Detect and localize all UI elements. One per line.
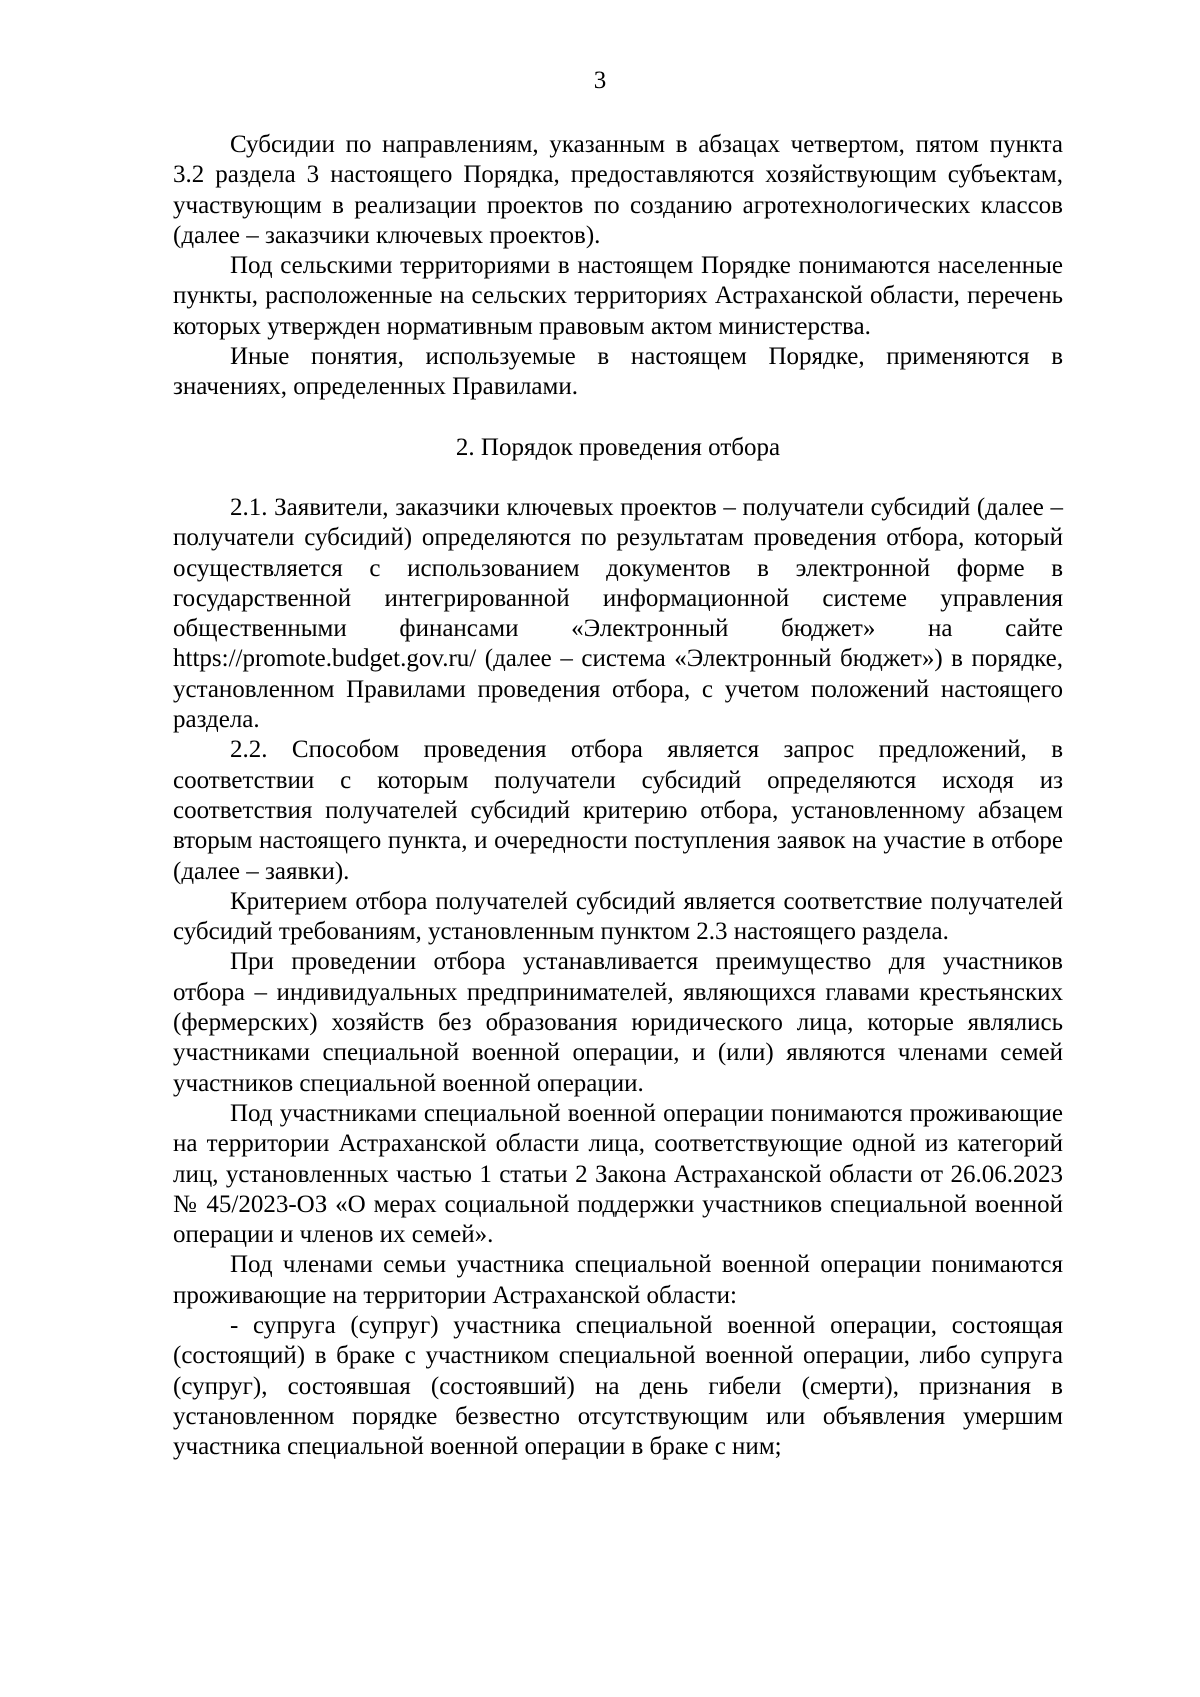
section-heading: 2. Порядок проведения отбора [455, 433, 781, 461]
paragraph-subsidies-key-projects: Субсидии по направлениям, указанным в абзацах четвертом, пятом пункта 3.2 раздела 3 настоящего Порядка, предоставляются хозяйствующим субъектам, участвующим в реализации проектов по созданию агротехнологических классов (далее – заказчики ключевых проектов). [173, 131, 1063, 249]
paragraph-2-2: 2.2. Способом проведения отбора является запрос предложений, в соответствии с которым получатели субсидий определяются исходя из соответствия получателей субсидий критерию отбора, установленному абзацем вторым настоящего пункта, и очередности поступления заявок на участие в отборе (далее – заявки). [173, 736, 1063, 885]
list-item-spouse: - супруга (супруг) участника специальной военной операции, состоящая (состоящий) в браке с участником специальной военной операции, либо супруга (супруг), состоявшая (состоявший) на день гибели (смерти), признания в установленном порядке безвестно отсутствующим или объявления умершим участника специальной военной операции в браке с ним; [173, 1311, 1063, 1461]
paragraph-selection-criterion: Критерием отбора получателей субсидий является соответствие получателей субсидий требованиям, установленным пунктом 2.3 настоящего раздела. [173, 887, 1063, 946]
paragraph-family-members: Под членами семьи участника специальной военной операции понимаются проживающие на территории Астраханской области: [173, 1251, 1063, 1309]
paragraph-svo-participants: Под участниками специальной военной операции понимаются проживающие на территории Астраханской области лица, соответствующие одной из категорий лиц, установленных частью 1 статьи 2 Закона Астраханской области от 26.06.2023 № 45/2023-ОЗ «О мерах социальной поддержки участников специальной военной операции и членов их семей». [173, 1099, 1063, 1249]
paragraph-rural-territories: Под сельскими территориями в настоящем Порядке понимаются населенные пункты, расположенные на сельских территориях Астраханской области, перечень которых утвержден нормативным правовым актом министерства. [173, 252, 1063, 340]
paragraph-2-1: 2.1. Заявители, заказчики ключевых проектов – получатели субсидий (далее – получатели субсидий) определяются по результатам проведения отбора, который осуществляется с использованием документов в электронной форме в государственной интегрированной информационной системе управления общественными финансами «Электронный бюджет» на сайте https://promote.budget.gov.ru/ (далее – система «Электронный бюджет») в порядке, установленном Правилами проведения отбора, с учетом положений настоящего раздела. [173, 493, 1063, 734]
paragraph-other-terms: Иные понятия, используемые в настоящем Порядке, применяются в значениях, определенных Правилами. [173, 343, 1063, 401]
paragraph-advantage: При проведении отбора устанавливается преимущество для участников отбора – индивидуальных предпринимателей, являющихся главами крестьянских (фермерских) хозяйств без образования юридического лица, которые являлись участниками специальной военной операции, и (или) являются членами семей участников специальной военной операции. [173, 948, 1063, 1097]
page-number: 3 [593, 67, 607, 94]
document-body [173, 130, 1063, 1462]
